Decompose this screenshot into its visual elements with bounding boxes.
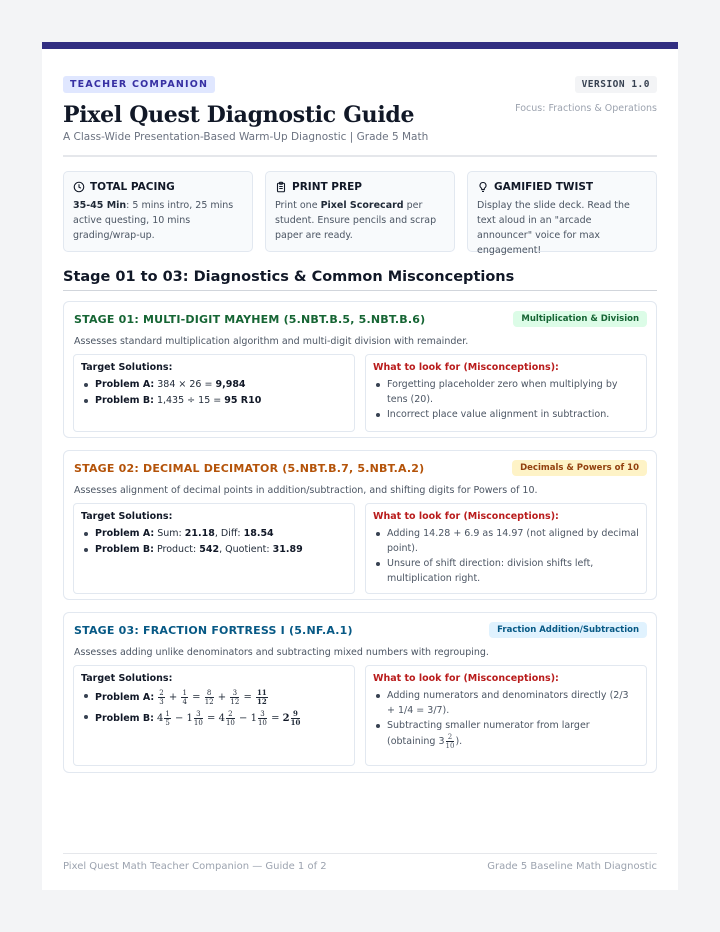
list-item: Subtracting smaller numerator from larger (obtaining 3 $\frac{2}{10}$ ). bbox=[373, 718, 639, 750]
info-cards bbox=[63, 171, 657, 256]
section-title: Stage 01 to 03: Diagnostics & Common Misconceptions bbox=[63, 269, 515, 285]
gamified-twist-card-text: Display the slide deck. Read the text aloud in an "arcade announcer" voice for max engagement! bbox=[477, 200, 630, 256]
stage-01-description: Assesses standard multiplication algorithm and multi-digit division with remainder. bbox=[74, 336, 469, 347]
misconceptions-heading: What to look for (Misconceptions): bbox=[373, 362, 559, 373]
misconceptions-heading: What to look for (Misconceptions): bbox=[373, 673, 559, 684]
misconceptions-heading: What to look for (Misconceptions): bbox=[373, 511, 559, 522]
list-item: Problem B: Product: 542, Quotient: 31.89 bbox=[81, 542, 347, 557]
clock-icon bbox=[73, 181, 85, 193]
list-item: Problem A: 384 × 26 = 9,984 bbox=[81, 377, 347, 392]
lightbulb-icon bbox=[477, 181, 489, 193]
page-subtitle: A Class-Wide Presentation-Based Warm-Up Diagnostic | Grade 5 Math bbox=[63, 131, 429, 143]
stage-03-tag: Fraction Addition/Subtraction bbox=[489, 622, 647, 638]
pacing-card bbox=[63, 171, 253, 252]
solutions-heading: Target Solutions: bbox=[81, 362, 173, 373]
header-divider bbox=[63, 155, 657, 157]
footer-divider bbox=[63, 853, 657, 854]
stage-01-panel bbox=[63, 301, 657, 438]
problem-a-math: $\frac{2}{3}$ + $\frac{1}{4}$ = $\frac{8}{12}$ + $\frac{3}{12}$ = $\frac{11}{12}$ bbox=[159, 688, 267, 706]
problem-b-math: 4 $\frac{1}{5}$ − 1 $\frac{3}{10}$ = 4 $\frac{2}{10}$ − 1 $\frac{3}{10}$ = 2 $\frac{9}{10}$ bbox=[156, 709, 301, 727]
stage-02-tag: Decimals & Powers of 10 bbox=[512, 460, 647, 476]
footer-left: Pixel Quest Math Teacher Companion — Guide 1 of 2 bbox=[63, 861, 327, 872]
list-item: Adding 14.28 + 6.9 as 14.97 (not aligned by decimal point). bbox=[373, 526, 639, 556]
print-prep-card bbox=[265, 171, 455, 252]
footer-right: Grade 5 Baseline Math Diagnostic bbox=[487, 861, 657, 872]
page-title: Pixel Quest Diagnostic Guide bbox=[63, 102, 415, 128]
stage-01-misconceptions bbox=[365, 354, 647, 432]
stage-02-description: Assesses alignment of decimal points in addition/subtraction, and shifting digits for Powers of 10. bbox=[74, 485, 538, 496]
teacher-companion-badge: TEACHER COMPANION bbox=[63, 76, 215, 93]
solutions-heading: Target Solutions: bbox=[81, 673, 173, 684]
stage-03-title: STAGE 03: FRACTION FORTRESS I (5.NF.A.1) bbox=[74, 624, 353, 637]
document-page bbox=[42, 42, 678, 890]
list-item: Problem B: 4 $\frac{1}{5}$ − 1 $\frac{3}{10}$ = 4 $\frac{2}{10}$ − 1 $\frac{3}{10}$ = 2 $\frac{9}{10}$ bbox=[81, 709, 347, 729]
gamified-twist-card bbox=[467, 171, 657, 256]
list-item: Forgetting placeholder zero when multiplying by tens (20). bbox=[373, 377, 639, 407]
list-item: Problem A: Sum: 21.18, Diff: 18.54 bbox=[81, 526, 347, 541]
list-item: Problem A: $\frac{2}{3}$ + $\frac{1}{4}$ = $\frac{8}{12}$ + $\frac{3}{12}$ = $\frac{11}{12}$ bbox=[81, 688, 347, 708]
stage-02-title: STAGE 02: DECIMAL DECIMATOR (5.NBT.B.7, 5.NBT.A.2) bbox=[74, 462, 425, 475]
stage-01-tag: Multiplication & Division bbox=[513, 311, 647, 327]
focus-label: Focus: Fractions & Operations bbox=[515, 103, 657, 114]
stage-02-panel bbox=[63, 450, 657, 600]
stage-03-description: Assesses adding unlike denominators and subtracting mixed numbers with regrouping. bbox=[74, 647, 489, 658]
pacing-card-title: TOTAL PACING bbox=[90, 181, 175, 193]
stage-02-misconceptions bbox=[365, 503, 647, 594]
stage-03-solutions bbox=[73, 665, 355, 766]
clipboard-icon bbox=[275, 181, 287, 193]
solutions-heading: Target Solutions: bbox=[81, 511, 173, 522]
list-item: Incorrect place value alignment in subtraction. bbox=[373, 407, 639, 422]
stage-02-solutions bbox=[73, 503, 355, 594]
pacing-card-text: 35-45 Min: 5 mins intro, 25 mins active questing, 10 mins grading/wrap-up. bbox=[73, 200, 234, 241]
version-badge: VERSION 1.0 bbox=[575, 76, 657, 93]
list-item: Problem B: 1,435 ÷ 15 = 95 R10 bbox=[81, 393, 347, 408]
stage-03-misconceptions bbox=[365, 665, 647, 766]
stage-01-title: STAGE 01: MULTI-DIGIT MAYHEM (5.NBT.B.5, 5.NBT.B.6) bbox=[74, 313, 426, 326]
print-prep-card-title: PRINT PREP bbox=[292, 181, 362, 193]
print-prep-card-text: Print one Pixel Scorecard per student. Ensure pencils and scrap paper are ready. bbox=[275, 200, 437, 241]
stage-03-panel bbox=[63, 612, 657, 773]
section-divider bbox=[63, 290, 657, 291]
stage-01-solutions bbox=[73, 354, 355, 432]
list-item: Unsure of shift direction: division shifts left, multiplication right. bbox=[373, 556, 639, 586]
gamified-twist-card-title: GAMIFIED TWIST bbox=[494, 181, 594, 193]
list-item: Adding numerators and denominators directly (2/3 + 1/4 = 3/7). bbox=[373, 688, 639, 718]
